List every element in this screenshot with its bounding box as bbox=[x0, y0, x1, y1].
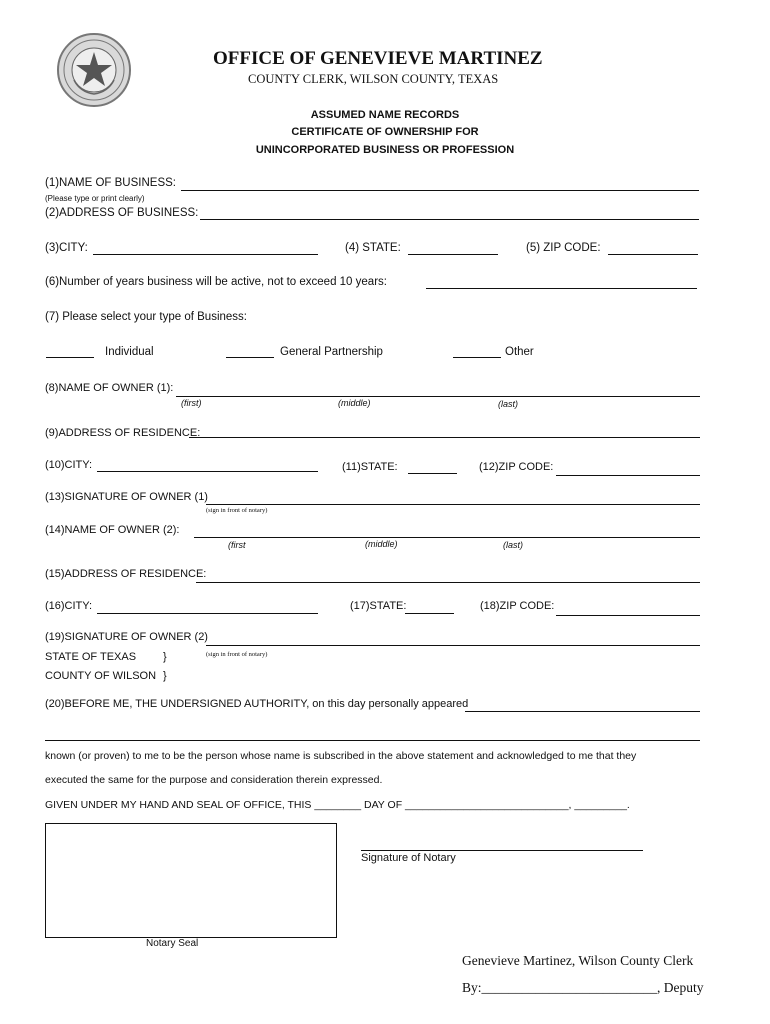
zip12-label: (12)ZIP CODE: bbox=[479, 461, 554, 473]
business-name-label: (1)NAME OF BUSINESS: bbox=[45, 177, 176, 189]
seal-icon bbox=[56, 32, 132, 108]
state-label: (4) STATE: bbox=[345, 242, 401, 254]
clerk-name: Genevieve Martinez, Wilson County Clerk bbox=[462, 953, 694, 968]
owner2-name-field[interactable] bbox=[194, 537, 700, 538]
state-field[interactable] bbox=[408, 254, 498, 255]
owner1-name-field[interactable] bbox=[176, 396, 700, 397]
owner2-first-hint: (first bbox=[228, 540, 246, 550]
state17-label: (17)STATE: bbox=[350, 600, 407, 612]
state-of-texas: STATE OF TEXAS bbox=[45, 651, 137, 663]
owner2-middle-hint: (middle) bbox=[365, 539, 398, 549]
print-hint: (Please type or print clearly) bbox=[45, 194, 145, 203]
city10-field[interactable] bbox=[97, 471, 318, 472]
owner1-middle-hint: (middle) bbox=[338, 398, 371, 408]
appeared-field-2[interactable] bbox=[45, 740, 700, 741]
individual-label: Individual bbox=[105, 346, 154, 358]
doc-title-line2: CERTIFICATE OF OWNERSHIP FOR bbox=[291, 126, 479, 138]
notary-signature-field[interactable] bbox=[361, 850, 643, 851]
sig19-hint: (sign in front of notary) bbox=[206, 651, 268, 658]
sig19-field[interactable] bbox=[206, 645, 700, 646]
type-prompt: (7) Please select your type of Business: bbox=[45, 311, 247, 323]
owner1-first-hint: (first) bbox=[181, 398, 202, 408]
city-field[interactable] bbox=[93, 254, 318, 255]
business-address-field[interactable] bbox=[200, 219, 699, 220]
sig13-field[interactable] bbox=[206, 504, 700, 505]
appeared-field[interactable] bbox=[465, 711, 700, 712]
notary-seal-label: Notary Seal bbox=[146, 938, 199, 949]
known-text: known (or proven) to me to be the person whose name is subscribed in the above statement and acknowledged to me that they bbox=[45, 750, 637, 762]
doc-title-line1: ASSUMED NAME RECORDS bbox=[310, 109, 460, 121]
zip18-field[interactable] bbox=[556, 615, 700, 616]
residence15-field[interactable] bbox=[196, 582, 700, 583]
city16-label: (16)CITY: bbox=[45, 600, 93, 612]
business-address-label: (2)ADDRESS OF BUSINESS: bbox=[45, 207, 199, 219]
zip18-label: (18)ZIP CODE: bbox=[480, 600, 555, 612]
owner1-last-hint: (last) bbox=[498, 399, 518, 409]
partnership-checkbox[interactable] bbox=[226, 357, 274, 358]
brace-1: } bbox=[163, 651, 167, 663]
city10-label: (10)CITY: bbox=[45, 459, 93, 471]
city-label: (3)CITY: bbox=[45, 242, 88, 254]
residence15-label: (15)ADDRESS OF RESIDENCE: bbox=[45, 568, 207, 580]
county-seal bbox=[56, 32, 132, 108]
owner1-name-label: (8)NAME OF OWNER (1): bbox=[45, 382, 174, 394]
sig19-label: (19)SIGNATURE OF OWNER (2) bbox=[45, 631, 208, 643]
before-me-text: (20)BEFORE ME, THE UNDERSIGNED AUTHORITY, on this day personally appeared bbox=[45, 698, 469, 710]
county-of-wilson: COUNTY OF WILSON bbox=[45, 670, 157, 682]
other-label: Other bbox=[505, 346, 534, 358]
owner2-name-label: (14)NAME OF OWNER (2): bbox=[45, 524, 180, 536]
brace-2: } bbox=[163, 670, 167, 682]
state11-label: (11)STATE: bbox=[342, 461, 398, 473]
partnership-label: General Partnership bbox=[280, 346, 383, 358]
individual-checkbox[interactable] bbox=[46, 357, 94, 358]
zip12-field[interactable] bbox=[556, 475, 700, 476]
notary-signature-label: Signature of Notary bbox=[361, 852, 456, 864]
sig13-label: (13)SIGNATURE OF OWNER (1) bbox=[45, 491, 208, 503]
years-field[interactable] bbox=[426, 288, 697, 289]
other-checkbox[interactable] bbox=[453, 357, 501, 358]
sig13-hint: (sign in front of notary) bbox=[206, 507, 268, 514]
zip-field[interactable] bbox=[608, 254, 698, 255]
residence9-field[interactable] bbox=[189, 437, 700, 438]
notary-seal-box[interactable] bbox=[45, 823, 337, 938]
owner2-last-hint: (last) bbox=[503, 540, 523, 550]
deputy-line: By:__________________________, Deputy bbox=[462, 980, 704, 995]
city16-field[interactable] bbox=[97, 613, 318, 614]
business-name-field[interactable] bbox=[181, 190, 699, 191]
office-title: OFFICE OF GENEVIEVE MARTINEZ bbox=[213, 48, 543, 69]
zip-label: (5) ZIP CODE: bbox=[526, 242, 601, 254]
office-subtitle: COUNTY CLERK, WILSON COUNTY, TEXAS bbox=[248, 72, 499, 86]
doc-title-line3: UNINCORPORATED BUSINESS OR PROFESSION bbox=[255, 144, 515, 156]
state11-field[interactable] bbox=[408, 473, 457, 474]
residence9-label: (9)ADDRESS OF RESIDENCE: bbox=[45, 427, 201, 439]
years-label: (6)Number of years business will be active, not to exceed 10 years: bbox=[45, 276, 387, 288]
executed-text: executed the same for the purpose and consideration therein expressed. bbox=[45, 774, 383, 786]
given-text: GIVEN UNDER MY HAND AND SEAL OF OFFICE, THIS ________ DAY OF ____________________________, _________. bbox=[45, 799, 630, 811]
state17-field[interactable] bbox=[405, 613, 454, 614]
